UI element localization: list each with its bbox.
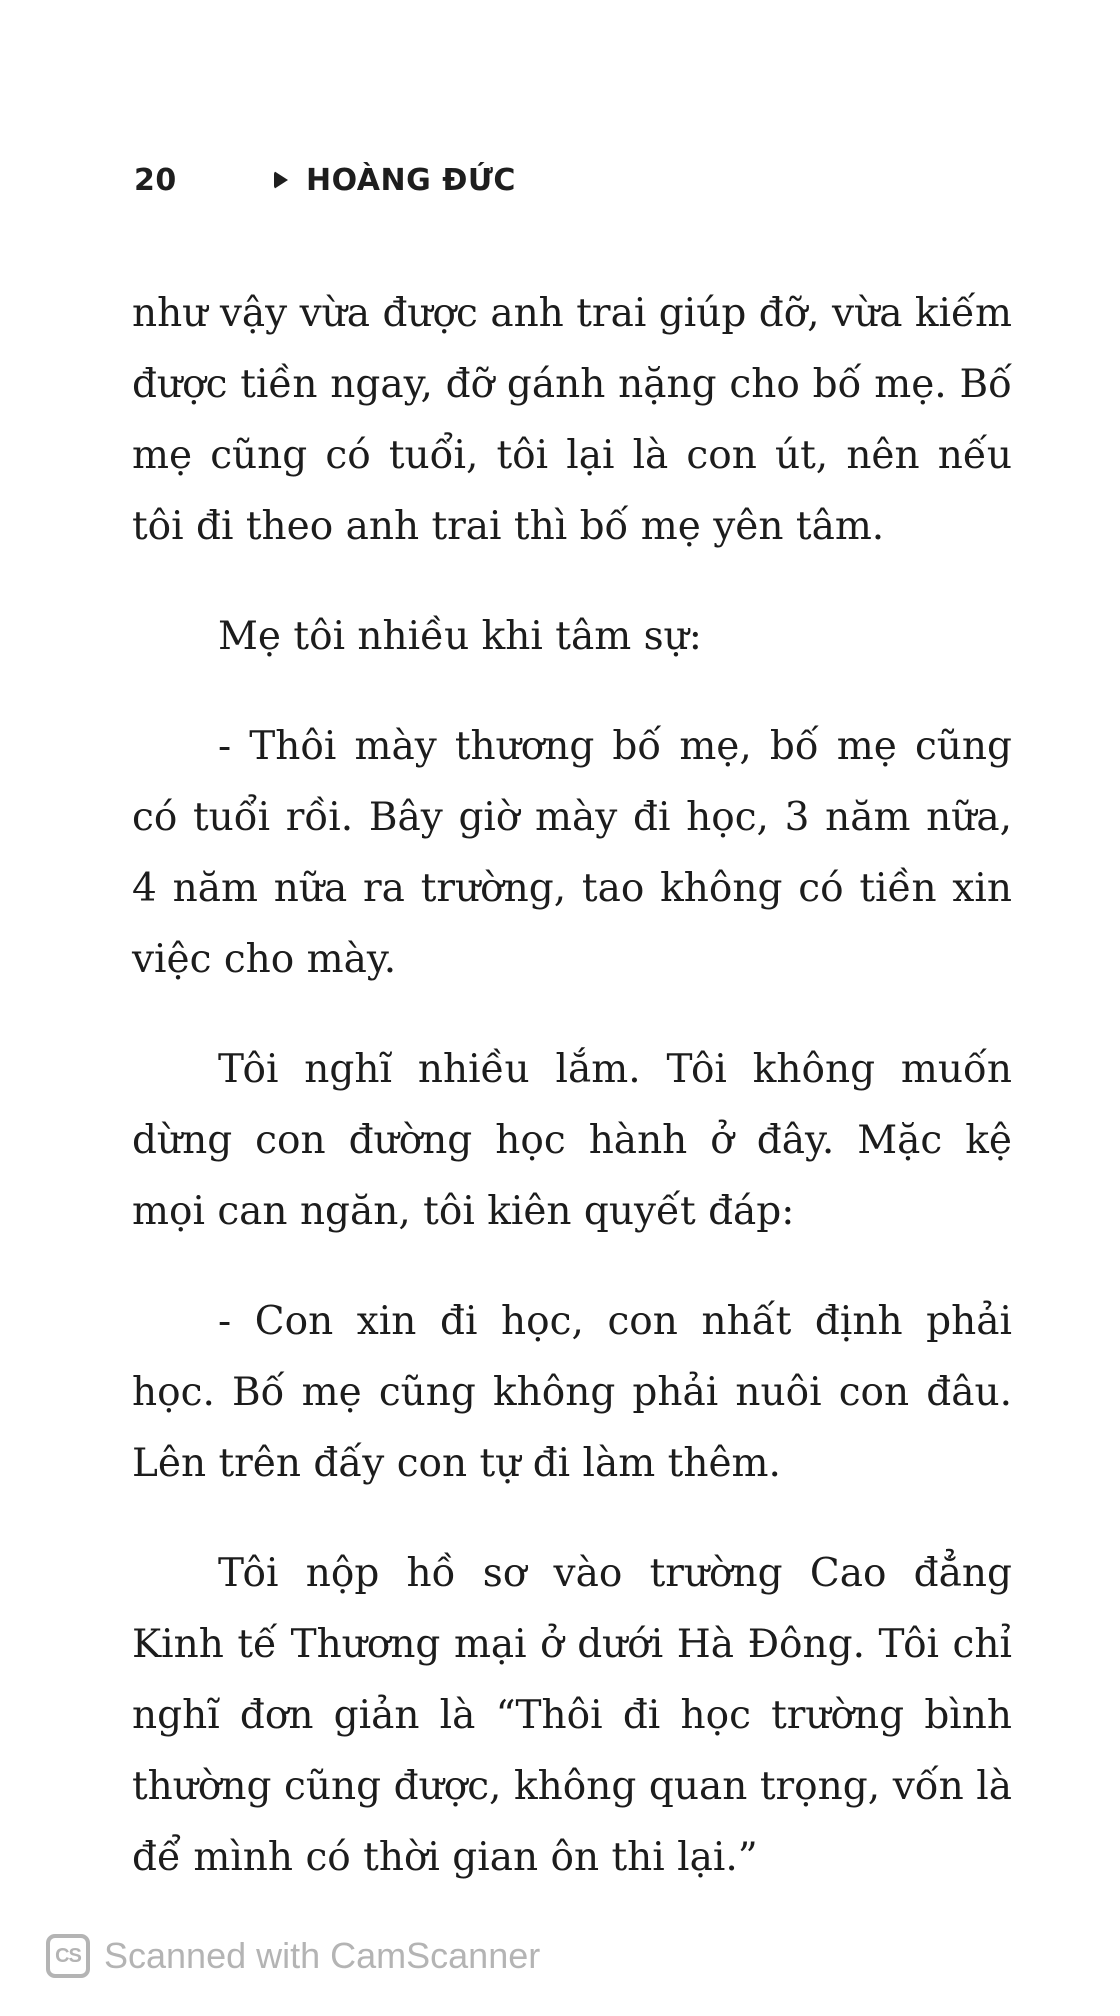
camscanner-logo-icon: CS [46, 1934, 90, 1978]
page-number: 20 [134, 162, 177, 198]
play-bullet-icon [274, 171, 288, 189]
paragraph-3: - Thôi mày thương bố mẹ, bố mẹ cũng có tuổi rồi. Bây giờ mày đi học, 3 năm nữa, 4 năm nữa ra trường, tao không có tiền xin việc cho mày. [132, 724, 1012, 982]
paragraph-6: Tôi nộp hồ sơ vào trường Cao đẳng Kinh tế Thương mại ở dưới Hà Đông. Tôi chỉ nghĩ đơn giản là “Thôi đi học trường bình thường cũng được, không quan trọng, vốn là để mình có thời gian ôn thi lại.” [132, 1551, 1012, 1880]
paragraph-2: Mẹ tôi nhiều khi tâm sự: [218, 614, 702, 659]
running-header [134, 158, 516, 202]
paragraph-1: như vậy vừa được anh trai giúp đỡ, vừa kiếm được tiền ngay, đỡ gánh nặng cho bố mẹ. Bố mẹ cũng có tuổi, tôi lại là con út, nên nếu tôi đi theo anh trai thì bố mẹ yên tâm. [132, 291, 1012, 549]
paragraph-5: - Con xin đi học, con nhất định phải học. Bố mẹ cũng không phải nuôi con đâu. Lên trên đấy con tự đi làm thêm. [132, 1299, 1012, 1486]
author-name: HOÀNG ĐỨC [306, 162, 516, 198]
camscanner-watermark [46, 1930, 540, 1982]
watermark-text: Scanned with CamScanner [104, 1935, 541, 1976]
paragraph-4: Tôi nghĩ nhiều lắm. Tôi không muốn dừng con đường học hành ở đây. Mặc kệ mọi can ngăn, tôi kiên quyết đáp: [132, 1047, 1012, 1234]
body-text [132, 278, 1012, 1932]
